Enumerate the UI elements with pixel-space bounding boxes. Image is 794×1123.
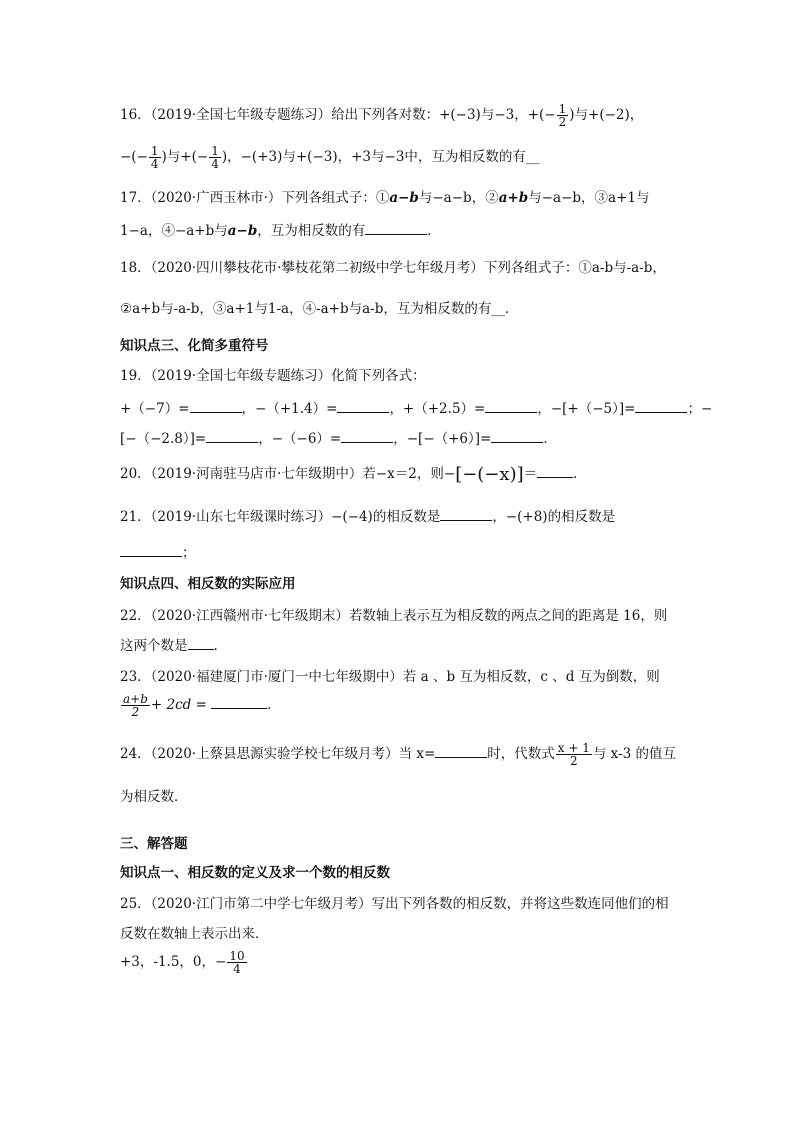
answer-blank[interactable] (341, 430, 393, 443)
section-heading-3: 知识点三、化简多重符号 (120, 338, 269, 354)
math-a-plus-b: a+b (498, 190, 529, 206)
question-23-line-1: 23．（2020·福建厦门市·厦门一中七年级期中）若 a 、b 互为相反数，c 、d 互为倒数，则 (120, 669, 660, 685)
answer-blank[interactable] (190, 400, 242, 413)
q16-prefix: 16．（2019·全国七年级专题练习）给出下列各对数： (120, 107, 440, 123)
question-25-line-3: +3，-1.5，0，− $\frac{10}{4}$ (120, 949, 245, 976)
answer-blank[interactable] (188, 637, 214, 650)
fraction-x-plus-1-over-2: $\frac{x + 1}{2}$ (557, 741, 590, 768)
fraction-one-half: $\frac{1}{2}$ (558, 102, 567, 129)
section-heading-solve: 三、解答题 (120, 836, 188, 852)
math-a-minus-b: a−b (389, 190, 419, 206)
section-heading-4: 知识点四、相反数的实际应用 (120, 576, 296, 592)
question-18-line-2: ②a+b与-a-b，③a+1与1-a，④-a+b与a-b，互为相反数的有__． (120, 301, 519, 317)
math-expression: [−(−x)] (455, 464, 524, 485)
answer-blank[interactable] (537, 465, 573, 478)
answer-blank[interactable] (337, 400, 389, 413)
question-16-line-1: 16．（2019·全国七年级专题练习）给出下列各对数：+(−3)与−3，+(− $\frac{1}{2}$ )与+(−2)， (120, 102, 644, 129)
answer-blank[interactable] (491, 430, 543, 443)
question-24-line-1: 24．（2020·上蔡县思源实验学校七年级月考）当 x= 时，代数式 $\frac{x + 1}{2}$ 与 x-3 的值互 (120, 741, 676, 768)
question-21-line-1: 21．（2019·山东七年级课时练习）−(−4)的相反数是 ，−(+8)的相反数是 (120, 509, 616, 525)
question-17-line-1: 17．（2020·广西玉林市·）下列各组式子：①a−b与−a−b，②a+b与−a−b，③a+1与 (120, 190, 650, 206)
question-18-line-1: 18．（2020·四川攀枝花市·攀枝花第二初级中学七年级月考）下列各组式子：①a-b与-a-b， (120, 260, 666, 276)
answer-blank[interactable] (435, 745, 487, 758)
question-21-line-2: ； (120, 541, 196, 561)
question-22-line-2: 这两个数是 . (120, 638, 218, 654)
fraction-a-plus-b-over-2: $\frac{a+b}{2}$ (123, 692, 148, 719)
answer-blank[interactable] (635, 400, 687, 413)
math-a-minus-b: a−b (227, 223, 258, 239)
fraction-ten-quarters: $\frac{10}{4}$ (229, 949, 245, 976)
question-20: 20．（2019·河南驻马店市·七年级期中）若−x＝2，则−[−(−x)]＝ ． (120, 464, 587, 485)
question-25-line-2: 反数在数轴上表示出来． (120, 926, 269, 942)
question-25-line-1: 25．（2020·江门市第二中学七年级月考）写出下列各数的相反数，并将这些数连同他们的相 (120, 896, 669, 912)
fraction-one-quarter: $\frac{1}{4}$ (150, 144, 159, 171)
answer-blank[interactable] (365, 222, 427, 235)
answer-blank[interactable] (485, 400, 537, 413)
question-17-line-2: 1−a，④−a+b与a−b，互为相反数的有 ． (120, 223, 441, 239)
question-19-line-3: [−（−2.8）]= ，−（−6）= ，−[−（+6）]= ． (120, 431, 557, 447)
question-19-line-2: +（−7）= ，−（+1.4）= ，+（+2.5）= ，−[+（−5）]= ；− (120, 401, 713, 417)
answer-blank[interactable] (211, 696, 267, 709)
question-23-line-2: $\frac{a+b}{2}$ + 2cd = ． (123, 692, 281, 719)
answer-blank[interactable] (206, 430, 258, 443)
question-16-line-2: −(− $\frac{1}{4}$ )与+(− $\frac{1}{4}$ )，−(+3)与+(−3)，+3与−3中，互为相反数的有__ (120, 144, 540, 171)
answer-blank[interactable] (120, 544, 182, 557)
question-19-line-1: 19．（2019·全国七年级专题练习）化简下列各式： (120, 368, 426, 384)
section-heading-1: 知识点一、相反数的定义及求一个数的相反数 (120, 865, 390, 881)
question-22-line-1: 22．（2020·江西赣州市·七年级期末）若数轴上表示互为相反数的两点之间的距离是 16，则 (120, 608, 668, 624)
question-24-line-2: 为相反数． (120, 789, 188, 805)
fraction-one-quarter: $\frac{1}{4}$ (211, 144, 219, 171)
answer-blank[interactable] (440, 508, 492, 521)
